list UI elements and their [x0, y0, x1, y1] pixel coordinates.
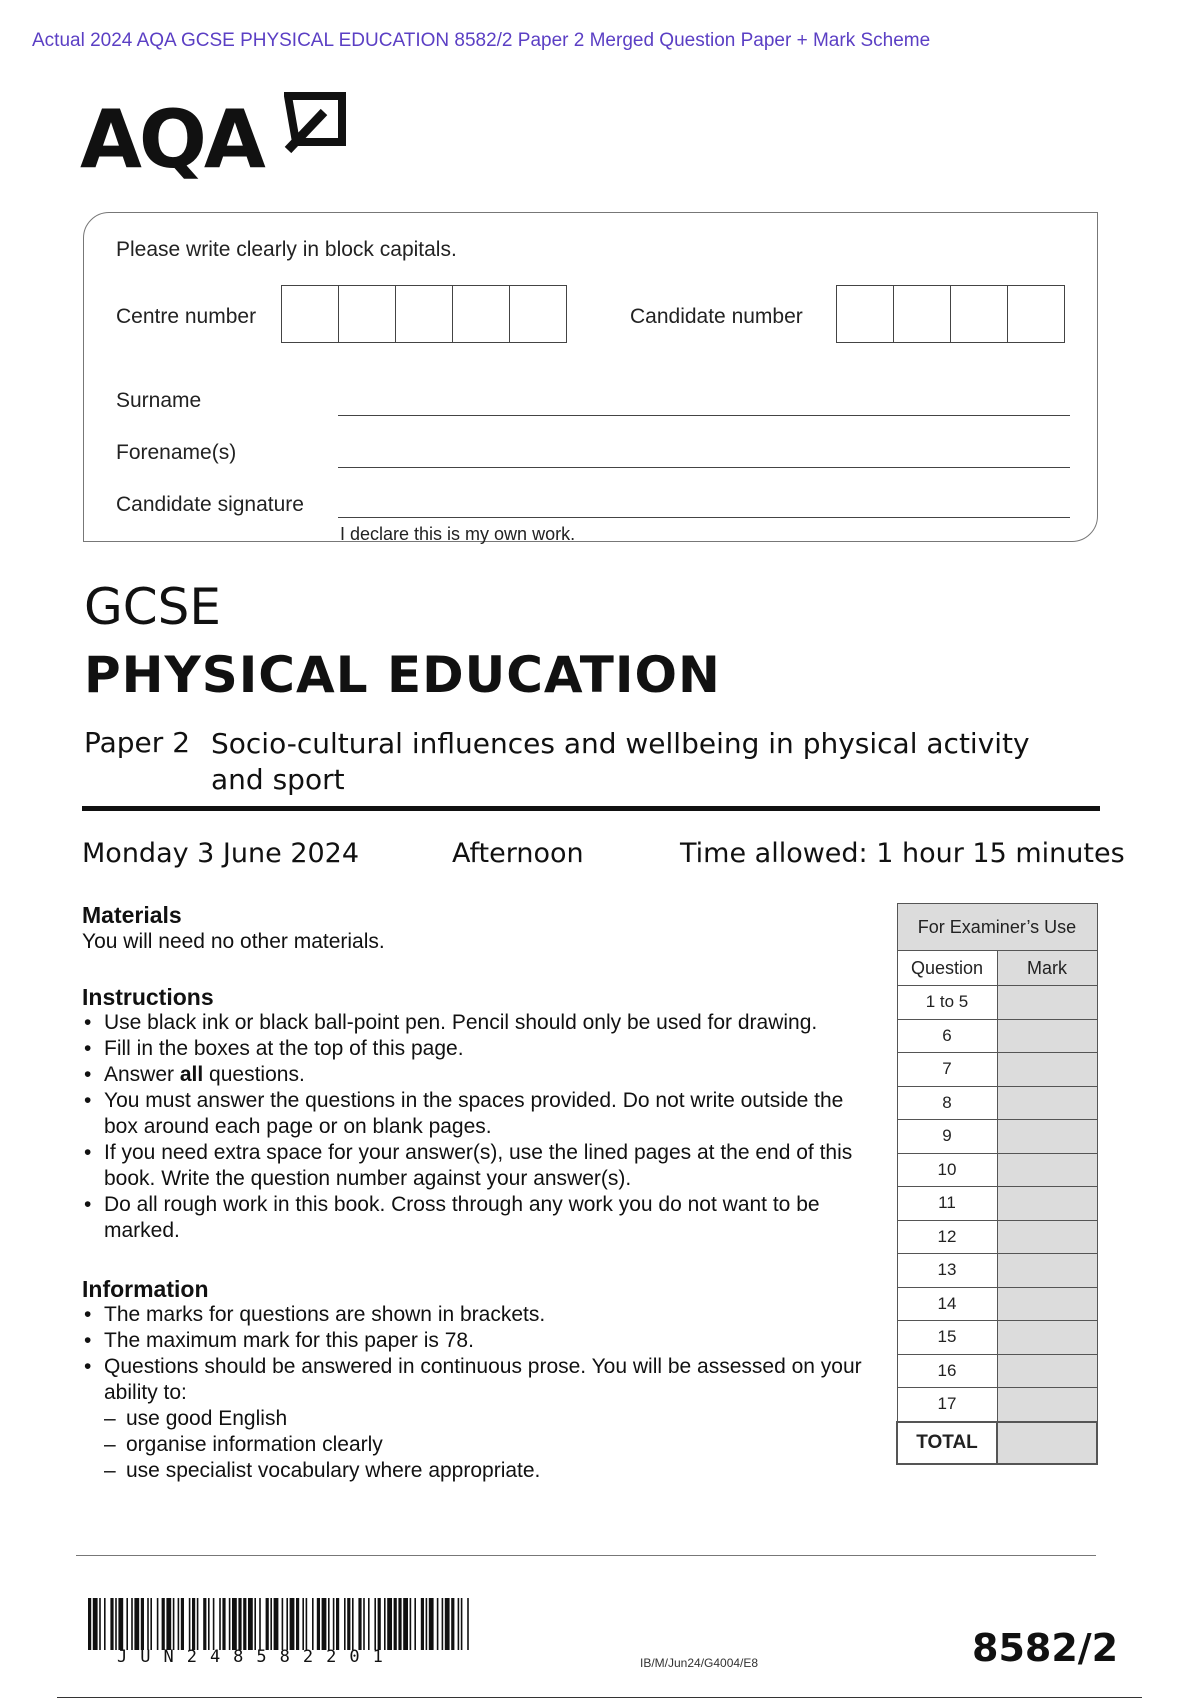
question-cell: 17 — [897, 1388, 997, 1422]
centre-number-digit-box[interactable] — [396, 286, 453, 342]
question-cell: 11 — [897, 1187, 997, 1221]
mark-cell[interactable] — [997, 1187, 1097, 1221]
list-item: • The marks for questions are shown in brackets. — [82, 1302, 882, 1328]
mark-cell[interactable] — [997, 1053, 1097, 1087]
list-item: – use specialist vocabulary where appropriate. — [104, 1458, 882, 1484]
question-cell: 14 — [897, 1287, 997, 1321]
question-cell: 10 — [897, 1153, 997, 1187]
materials-text: You will need no other materials. — [82, 930, 385, 953]
signature-field[interactable] — [338, 517, 1070, 518]
question-cell: 15 — [897, 1321, 997, 1355]
declaration-text: I declare this is my own work. — [340, 524, 576, 544]
forename-field[interactable] — [338, 467, 1070, 468]
question-cell: 6 — [897, 1019, 997, 1053]
signature-label: Candidate signature — [116, 493, 304, 516]
list-item — [82, 1354, 882, 1484]
forename-label: Forename(s) — [116, 441, 237, 464]
list-item: • Fill in the boxes at the top of this page. — [82, 1036, 882, 1062]
question-cell: 1 to 5 — [897, 986, 997, 1020]
paper-code: 8582/2 — [972, 1626, 1119, 1670]
question-cell: 9 — [897, 1120, 997, 1154]
mark-cell[interactable] — [997, 1120, 1097, 1154]
aqa-logo-text: AQA — [80, 93, 263, 186]
subject-title: PHYSICAL EDUCATION — [84, 646, 721, 704]
mark-cell[interactable] — [997, 1086, 1097, 1120]
document-banner: Actual 2024 AQA GCSE PHYSICAL EDUCATION 8582/2 Paper 2 Merged Question Paper + Mark Scheme — [32, 30, 931, 51]
candidate-number-digit-box[interactable] — [894, 286, 951, 342]
centre-number-digit-box[interactable] — [282, 286, 339, 342]
table-row — [897, 1354, 1097, 1388]
list-item: • Do all rough work in this book. Cross through any work you do not want to be marked. — [82, 1192, 882, 1244]
candidate-number-digit-box[interactable] — [837, 286, 894, 342]
information-heading: Information — [82, 1276, 209, 1302]
candidate-details-box — [83, 212, 1098, 542]
table-row — [897, 1086, 1097, 1120]
page-bottom-rule — [57, 1697, 1142, 1698]
answer-pre: Answer — [104, 1063, 180, 1086]
table-row — [897, 1254, 1097, 1288]
table-row — [897, 986, 1097, 1020]
table-row — [897, 1120, 1097, 1154]
block-capitals-instruction: Please write clearly in block capitals. — [116, 238, 457, 261]
answer-all-emphasis: all — [179, 1063, 204, 1086]
question-column-header: Question — [897, 951, 997, 986]
paper-number: Paper 2 — [84, 726, 191, 759]
candidate-number-boxes[interactable] — [836, 285, 1065, 343]
mark-cell[interactable] — [997, 1321, 1097, 1355]
aqa-logo-mark-icon — [284, 92, 346, 154]
centre-number-label: Centre number — [116, 305, 257, 328]
mark-cell[interactable] — [997, 986, 1097, 1020]
surname-field[interactable] — [338, 415, 1070, 416]
question-cell: 8 — [897, 1086, 997, 1120]
barcode-number: JUN248582201 — [117, 1647, 396, 1667]
materials-heading: Materials — [82, 902, 182, 928]
document-reference: IB/M/Jun24/G4004/E8 — [640, 1656, 759, 1670]
total-mark-cell[interactable] — [997, 1422, 1097, 1464]
assessment-intro: Questions should be answered in continuous prose. You will be assessed on your ability to: — [104, 1355, 862, 1404]
candidate-number-digit-box[interactable] — [1008, 286, 1064, 342]
centre-number-digit-box[interactable] — [339, 286, 396, 342]
table-row — [897, 1053, 1097, 1087]
table-row — [897, 1187, 1097, 1221]
table-row — [897, 1220, 1097, 1254]
centre-number-digit-box[interactable] — [510, 286, 566, 342]
examiner-use-table — [896, 903, 1098, 1465]
mark-cell[interactable] — [997, 1254, 1097, 1288]
qualification-level: GCSE — [84, 578, 221, 636]
information-list — [82, 1302, 882, 1484]
answer-post: questions. — [203, 1063, 305, 1086]
table-row — [897, 1287, 1097, 1321]
assessment-criteria-list — [104, 1406, 882, 1484]
table-row — [897, 1153, 1097, 1187]
exam-date: Monday 3 June 2024 — [82, 838, 360, 869]
total-label: TOTAL — [897, 1422, 997, 1464]
barcode — [88, 1598, 470, 1650]
list-item: • Use black ink or black ball-point pen. Pencil should only be used for drawing. — [82, 1010, 882, 1036]
table-row — [897, 1019, 1097, 1053]
candidate-number-label: Candidate number — [630, 305, 803, 328]
mark-cell[interactable] — [997, 1019, 1097, 1053]
instructions-list — [82, 1010, 882, 1244]
list-item — [82, 1062, 882, 1088]
list-item: • If you need extra space for your answer(s), use the lined pages at the end of this book. Write the question number against your answer(s). — [82, 1140, 882, 1192]
list-item: • You must answer the questions in the spaces provided. Do not write outside the box around each page or on blank pages. — [82, 1088, 882, 1140]
exam-session: Afternoon — [452, 838, 584, 869]
surname-label: Surname — [116, 389, 202, 412]
question-cell: 7 — [897, 1053, 997, 1087]
centre-number-boxes[interactable] — [281, 285, 567, 343]
list-item: – use good English — [104, 1406, 882, 1432]
list-item: • The maximum mark for this paper is 78. — [82, 1328, 882, 1354]
instructions-heading: Instructions — [82, 984, 214, 1010]
title-divider — [82, 806, 1100, 811]
list-item: – organise information clearly — [104, 1432, 882, 1458]
mark-cell[interactable] — [997, 1287, 1097, 1321]
mark-cell[interactable] — [997, 1354, 1097, 1388]
table-row — [897, 1321, 1097, 1355]
mark-cell[interactable] — [997, 1388, 1097, 1422]
question-cell: 16 — [897, 1354, 997, 1388]
mark-cell[interactable] — [997, 1220, 1097, 1254]
question-cell: 12 — [897, 1220, 997, 1254]
examiner-table-title: For Examiner’s Use — [897, 904, 1097, 951]
question-cell: 13 — [897, 1254, 997, 1288]
aqa-logo — [80, 92, 350, 188]
time-allowed: Time allowed: 1 hour 15 minutes — [680, 838, 1125, 869]
mark-column-header: Mark — [997, 951, 1097, 986]
table-row — [897, 1388, 1097, 1422]
paper-title: Socio-cultural influences and wellbeing in physical activity and sport — [211, 727, 1030, 796]
centre-number-digit-box[interactable] — [453, 286, 510, 342]
total-row — [897, 1422, 1097, 1464]
candidate-number-digit-box[interactable] — [951, 286, 1008, 342]
mark-cell[interactable] — [997, 1153, 1097, 1187]
footer-divider — [76, 1555, 1096, 1556]
